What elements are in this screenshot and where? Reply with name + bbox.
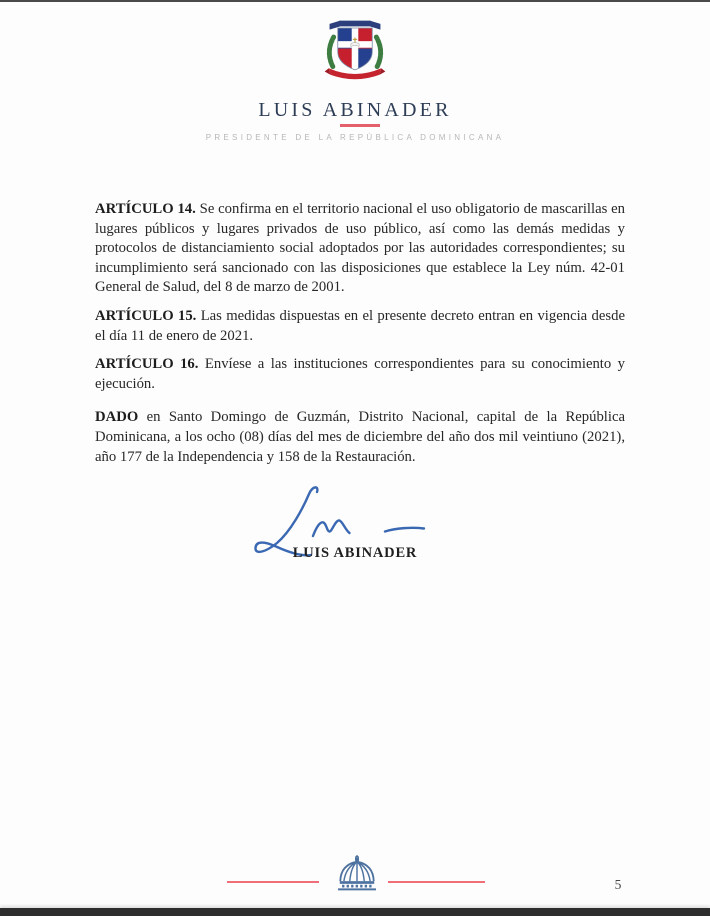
header-president-name: LUIS ABINADER [258,99,452,121]
decree-body [95,200,625,476]
paragraph-articulo-15 [95,307,625,346]
footer-divider-right [388,881,485,883]
paragraph-text: Envíese a las instituciones correspondientes para su conocimiento y ejecución. [95,356,625,392]
paragraph-text: en Santo Domingo de Guzmán, Distrito Nacional, capital de la República Dominicana, a los ocho (08) días del mes de diciembre del año dos mil veintiuno (2021), año 177 de la Independencia y 158 de la Restauración. [95,409,625,465]
paragraph-label: DADO [95,409,139,426]
page-top-edge [0,0,710,2]
footer-divider-left [227,881,319,883]
paragraph-label: ARTÍCULO 16. [95,356,199,373]
paragraph-articulo-14 [95,200,625,298]
page-number: 5 [614,877,622,892]
paragraph-label: ARTÍCULO 14. [95,201,196,217]
paragraph-text: Se confirma en el territorio nacional el uso obligatorio de mascarillas en lugares públicos y lugares privados de uso público, así como las demás medidas y protocolos de distanciamiento social adoptados por las autoridades correspondientes; su incumplimiento será sancionado con las disposiciones que establece la Ley núm. 42-01 General de Salud, del 8 de marzo de 2001. [95,201,625,296]
paragraph-articulo-16 [95,355,625,394]
paragraph-label: ARTÍCULO 15. [95,307,197,324]
header-accent-underline [340,124,380,127]
dominican-republic-coat-of-arms-icon [318,19,392,88]
national-palace-dome-icon [336,854,378,897]
signature-signee-name: LUIS ABINADER [292,545,418,561]
paragraph-text: Las medidas dispuestas en el presente decreto entran en vigencia desde el día 11 de enero de 2021. [95,307,625,344]
paragraph-dado [95,408,625,467]
page-bottom-edge [0,908,710,916]
header-subtitle: PRESIDENTE DE LA REPÚBLICA DOMINICANA [205,133,505,142]
